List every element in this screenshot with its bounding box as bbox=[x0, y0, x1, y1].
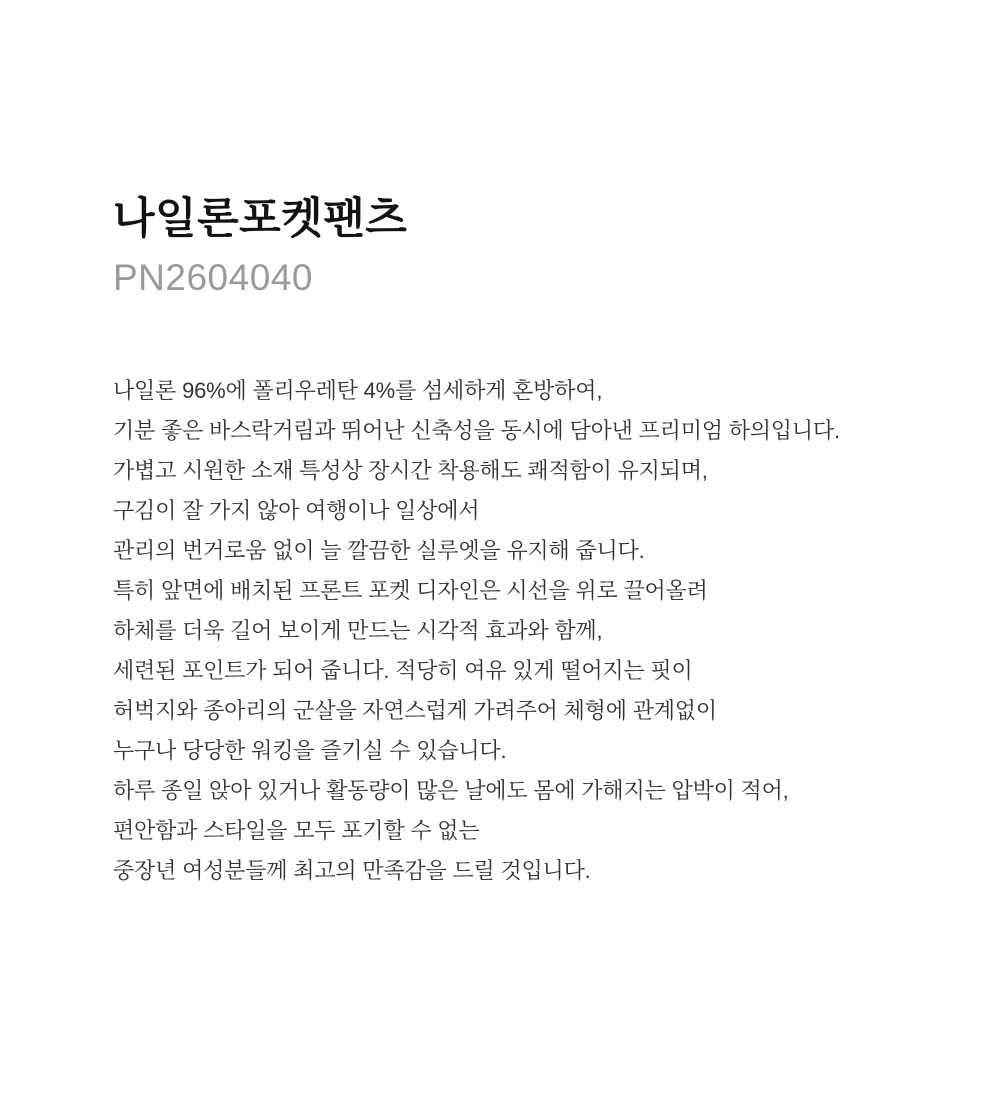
product-description bbox=[113, 371, 940, 891]
description-line: 편안함과 스타일을 모두 포기할 수 없는 bbox=[113, 818, 480, 844]
product-title: 나일론포켓팬츠 bbox=[113, 195, 408, 243]
description-line: 관리의 번거로움 없이 늘 깔끔한 실루엣을 유지해 줍니다. bbox=[113, 538, 645, 564]
description-line: 허벅지와 종아리의 군살을 자연스럽게 가려주어 체형에 관계없이 bbox=[113, 698, 717, 724]
description-line: 가볍고 시원한 소재 특성상 장시간 착용해도 쾌적함이 유지되며, bbox=[113, 458, 708, 484]
description-line: 구김이 잘 가지 않아 여행이나 일상에서 bbox=[113, 498, 480, 524]
description-line: 나일론 96%에 폴리우레탄 4%를 섬세하게 혼방하여, bbox=[113, 378, 603, 404]
description-line: 누구나 당당한 워킹을 즐기실 수 있습니다. bbox=[113, 738, 507, 764]
description-line: 특히 앞면에 배치된 프론트 포켓 디자인은 시선을 위로 끌어올려 bbox=[113, 578, 708, 604]
description-line: 하루 종일 앉아 있거나 활동량이 많은 날에도 몸에 가해지는 압박이 적어, bbox=[113, 778, 789, 804]
description-line: 세련된 포인트가 되어 줍니다. 적당히 여유 있게 떨어지는 핏이 bbox=[113, 658, 693, 684]
description-line: 기분 좋은 바스락거림과 뛰어난 신축성을 동시에 담아낸 프리미엄 하의입니다. bbox=[113, 418, 840, 444]
product-code: PN2604040 bbox=[113, 257, 313, 299]
description-line: 하체를 더욱 길어 보이게 만드는 시각적 효과와 함께, bbox=[113, 618, 603, 644]
description-line: 중장년 여성분들께 최고의 만족감을 드릴 것입니다. bbox=[113, 858, 591, 884]
